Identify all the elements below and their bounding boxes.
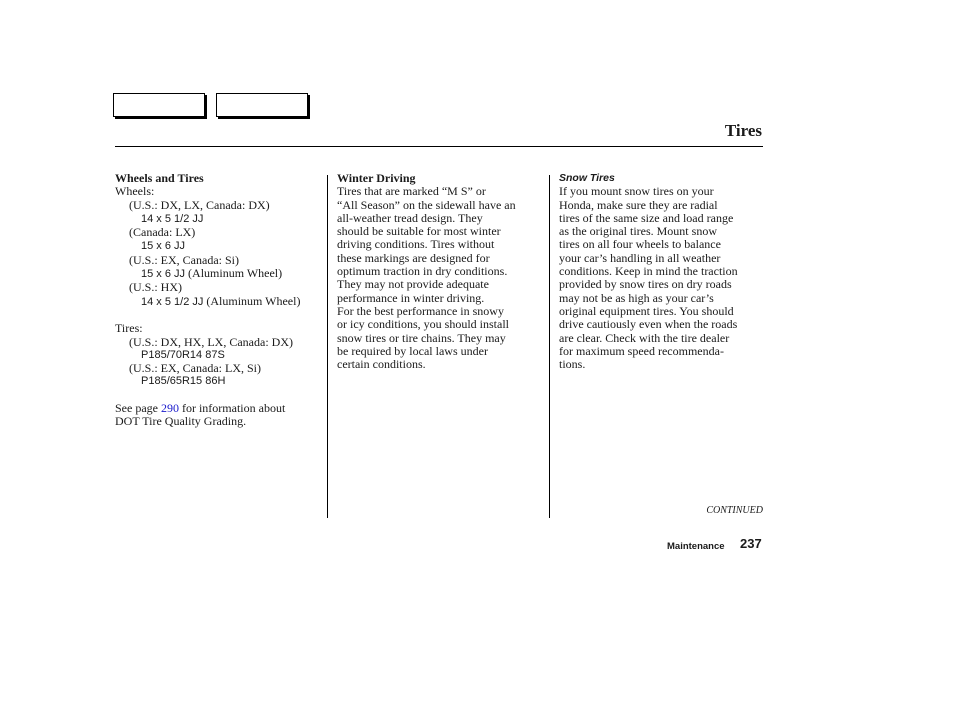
body-line: They may not provide adequate <box>337 277 489 292</box>
column-divider-1 <box>327 175 328 518</box>
page-number: 237 <box>740 536 762 551</box>
snow-tires-column <box>559 172 769 371</box>
continued-label: CONTINUED <box>706 505 763 516</box>
page-290-link[interactable]: 290 <box>160 401 179 416</box>
wheel-spec <box>115 295 325 309</box>
nav-button-next[interactable] <box>216 93 308 117</box>
wheel-size: 14 x 5 1/2 JJ <box>141 212 204 225</box>
wheels-and-tires-heading: Wheels and Tires <box>115 171 204 185</box>
body-line: tions. <box>559 357 586 372</box>
body-line: performance in winter driving. <box>337 290 485 305</box>
spacer <box>115 309 325 322</box>
body-line: are clear. Check with the tire dealer <box>559 330 730 345</box>
wheel-model: (U.S.: DX, LX, Canada: DX) <box>129 197 270 212</box>
body-line: If you mount snow tires on your <box>559 184 714 199</box>
page-title: Tires <box>724 121 762 140</box>
see-page-suffix: for information about <box>178 401 286 416</box>
see-page-prefix: See page <box>115 401 161 416</box>
body-line: For the best performance in snowy <box>337 303 504 318</box>
body-line: tires of the same size and load range <box>559 210 734 225</box>
see-page-text-line2: DOT Tire Quality Grading. <box>115 414 247 429</box>
body-line: as the original tires. Mount snow <box>559 224 717 239</box>
winter-driving-heading: Winter Driving <box>337 171 416 185</box>
body-line: “All Season” on the sidewall have an <box>337 197 516 212</box>
body-line: snow tires or tire chains. They may <box>337 330 506 345</box>
nav-button-previous[interactable] <box>113 93 205 117</box>
see-page-text <box>115 402 325 415</box>
body-line: may not be as high as your car’s <box>559 290 714 305</box>
body-line: your car’s handling in all weather <box>559 250 721 265</box>
body-line: Honda, make sure they are radial <box>559 197 718 212</box>
body-line: original equipment tires. You should <box>559 303 734 318</box>
body-line: drive cautiously even when the roads <box>559 317 738 332</box>
wheel-size: 15 x 6 JJ <box>141 268 186 281</box>
body-line: conditions. Keep in mind the traction <box>559 264 738 279</box>
body-line: these markings are designed for <box>337 250 490 265</box>
tire-size: P185/70R14 87S <box>141 348 225 361</box>
wheel-spec <box>115 212 325 226</box>
tires-label: Tires: <box>115 321 143 336</box>
body-line: driving conditions. Tires without <box>337 237 495 252</box>
body-line: certain conditions. <box>337 357 426 372</box>
wheel-size: 14 x 5 1/2 JJ <box>141 295 204 308</box>
spacer <box>115 389 325 402</box>
body-line: all-weather tread design. They <box>337 210 483 225</box>
wheels-label: Wheels: <box>115 184 155 199</box>
tire-model: (U.S.: DX, HX, LX, Canada: DX) <box>129 334 293 349</box>
column-divider-2 <box>549 175 550 518</box>
section-name: Maintenance <box>667 541 725 552</box>
wheel-spec <box>115 267 325 281</box>
wheel-note: (Aluminum Wheel) <box>188 266 283 281</box>
wheel-note: (Aluminum Wheel) <box>206 293 301 308</box>
wheel-model: (Canada: LX) <box>129 225 196 240</box>
body-line: should be suitable for most winter <box>337 224 501 239</box>
body-line: Tires that are marked “M S” or <box>337 184 486 199</box>
wheel-spec <box>115 239 325 253</box>
body-line: optimum traction in dry conditions. <box>337 264 508 279</box>
body-line: be required by local laws under <box>337 343 488 358</box>
wheel-model: (U.S.: EX, Canada: Si) <box>129 252 239 267</box>
wheels-and-tires-column <box>115 172 325 429</box>
tire-size: P185/65R15 86H <box>141 375 226 388</box>
body-line: tires on all four wheels to balance <box>559 237 721 252</box>
tire-model: (U.S.: EX, Canada: LX, Si) <box>129 361 261 376</box>
winter-driving-column <box>337 172 545 371</box>
body-line: for maximum speed recommenda- <box>559 343 724 358</box>
body-line: or icy conditions, you should install <box>337 317 509 332</box>
wheel-model: (U.S.: HX) <box>129 280 182 295</box>
snow-tires-heading: Snow Tires <box>559 172 615 184</box>
wheel-size: 15 x 6 JJ <box>141 240 186 253</box>
body-line: provided by snow tires on dry roads <box>559 277 732 292</box>
title-divider <box>115 146 763 147</box>
